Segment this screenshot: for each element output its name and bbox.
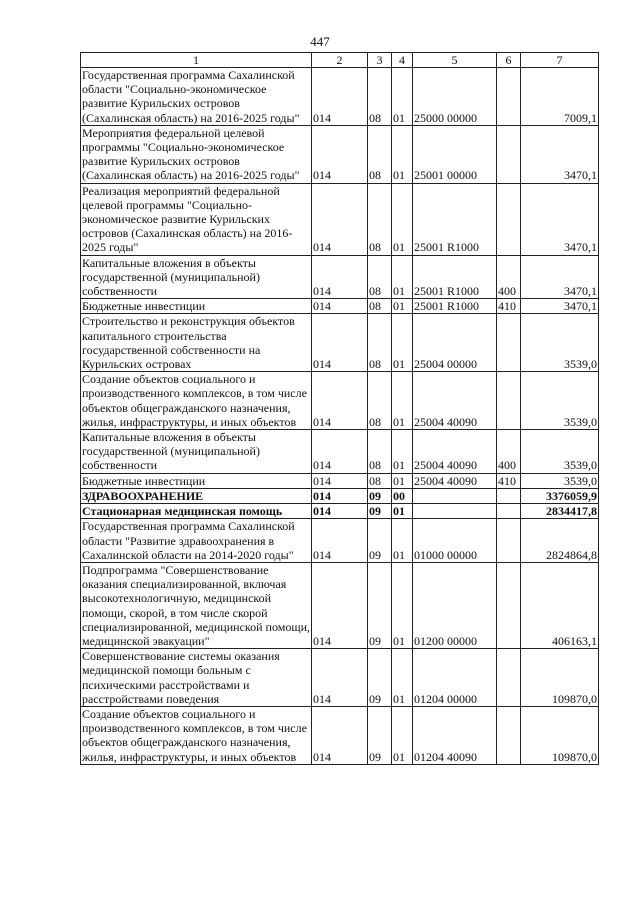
row-target-article: 25001 R1000 xyxy=(413,183,497,255)
row-admin-code: 014 xyxy=(312,473,368,488)
row-admin-code: 014 xyxy=(312,430,368,474)
row-section-code: 09 xyxy=(368,488,392,503)
table-row xyxy=(81,183,599,255)
table-row xyxy=(81,68,599,126)
row-name: Государственная программа Сахалинской области "Развитие здравоохранения в Сахалинской области на 2014-2020 годы" xyxy=(81,519,312,563)
row-subsection-code: 01 xyxy=(392,504,413,519)
row-target-article: 25001 00000 xyxy=(413,125,497,183)
row-name: ЗДРАВООХРАНЕНИЕ xyxy=(81,488,312,503)
row-subsection-code: 00 xyxy=(392,488,413,503)
row-admin-code: 014 xyxy=(312,519,368,563)
table-row xyxy=(81,649,599,707)
row-section-code: 08 xyxy=(368,255,392,299)
column-header: 5 xyxy=(413,53,497,68)
row-amount: 2834417,8 xyxy=(521,504,599,519)
row-target-article: 25001 R1000 xyxy=(413,299,497,314)
row-expense-type xyxy=(497,519,521,563)
table-row xyxy=(81,430,599,474)
row-admin-code: 014 xyxy=(312,299,368,314)
row-amount: 3470,1 xyxy=(521,125,599,183)
row-name: Подпрограмма "Совершенствование оказания специализированной, включая высокотехнологичную, медицинской помощи, скорой, в том числе скорой специализированной, медицинской помощи, медицинской эвакуации" xyxy=(82,562,310,648)
row-target-article xyxy=(413,504,497,519)
table-row xyxy=(81,504,599,519)
row-name: Государственная программа Сахалинской области "Социально-экономическое развитие Курильских островов (Сахалинская область) на 2016-2025 годы" xyxy=(81,68,312,126)
row-amount: 2824864,8 xyxy=(521,519,599,563)
row-name: Создание объектов социального и производственного комплексов, в том числе объектов общегражданского назначения, жилья, инфраструктуры, и иных объектов xyxy=(81,706,312,764)
row-name: Бюджетные инвестиции xyxy=(81,299,312,314)
column-header: 7 xyxy=(521,53,599,68)
row-expense-type: 400 xyxy=(497,255,521,299)
row-name: Стационарная медицинская помощь xyxy=(81,504,312,519)
row-subsection-code: 01 xyxy=(392,125,413,183)
column-header: 1 xyxy=(81,53,312,68)
row-name: Бюджетные инвестиции xyxy=(81,473,312,488)
row-amount: 7009,1 xyxy=(521,68,599,126)
table-row xyxy=(81,299,599,314)
row-target-article xyxy=(413,488,497,503)
row-admin-code: 014 xyxy=(312,314,368,372)
row-amount: 3539,0 xyxy=(521,372,599,430)
row-name: Капитальные вложения в объекты государственной (муниципальной) собственности xyxy=(81,430,312,474)
row-subsection-code: 01 xyxy=(392,649,413,707)
row-target-article: 25004 40090 xyxy=(413,473,497,488)
row-subsection-code: 01 xyxy=(392,183,413,255)
row-admin-code: 014 xyxy=(312,255,368,299)
row-section-code: 08 xyxy=(368,68,392,126)
table-row xyxy=(81,488,599,503)
table-row xyxy=(81,314,599,372)
row-section-code: 08 xyxy=(368,125,392,183)
row-subsection-code: 01 xyxy=(392,314,413,372)
row-amount: 109870,0 xyxy=(521,706,599,764)
row-subsection-code: 01 xyxy=(392,473,413,488)
row-expense-type xyxy=(497,706,521,764)
row-admin-code: 014 xyxy=(312,488,368,503)
row-amount: 3539,0 xyxy=(521,314,599,372)
row-section-code: 09 xyxy=(368,649,392,707)
header-row xyxy=(81,53,599,68)
row-subsection-code: 01 xyxy=(392,519,413,563)
budget-table xyxy=(80,52,599,765)
row-admin-code: 014 xyxy=(312,183,368,255)
row-amount: 3539,0 xyxy=(521,473,599,488)
row-section-code: 09 xyxy=(368,706,392,764)
row-section-code: 08 xyxy=(368,299,392,314)
row-expense-type xyxy=(497,183,521,255)
row-amount: 406163,1 xyxy=(521,562,599,648)
row-expense-type: 410 xyxy=(497,299,521,314)
row-subsection-code: 01 xyxy=(392,706,413,764)
table-row xyxy=(81,372,599,430)
table-row xyxy=(81,706,599,764)
row-admin-code: 014 xyxy=(312,562,368,648)
table-row xyxy=(81,473,599,488)
row-section-code: 08 xyxy=(368,314,392,372)
row-admin-code: 014 xyxy=(312,125,368,183)
column-header: 2 xyxy=(312,53,368,68)
row-target-article: 25004 40090 xyxy=(413,372,497,430)
row-expense-type xyxy=(497,562,521,648)
row-subsection-code: 01 xyxy=(392,562,413,648)
row-target-article: 25000 00000 xyxy=(413,68,497,126)
row-admin-code: 014 xyxy=(312,68,368,126)
row-amount: 3376059,9 xyxy=(521,488,599,503)
row-expense-type xyxy=(497,314,521,372)
row-expense-type xyxy=(497,372,521,430)
row-name: Реализация мероприятий федеральной целевой программы "Социально-экономическое развитие Курильских островов (Сахалинская область) на 2016-2025 годы" xyxy=(81,183,312,255)
row-target-article: 25004 40090 xyxy=(413,430,497,474)
row-subsection-code: 01 xyxy=(392,68,413,126)
row-section-code: 08 xyxy=(368,183,392,255)
row-amount: 109870,0 xyxy=(521,649,599,707)
row-section-code: 09 xyxy=(368,504,392,519)
row-name: Мероприятия федеральной целевой программы "Социально-экономическое развитие Курильских островов (Сахалинская область) на 2016-2025 годы" xyxy=(81,125,312,183)
row-admin-code: 014 xyxy=(312,706,368,764)
row-admin-code: 014 xyxy=(312,504,368,519)
row-target-article: 25004 00000 xyxy=(413,314,497,372)
row-admin-code: 014 xyxy=(312,649,368,707)
row-section-code: 08 xyxy=(368,372,392,430)
page-number: 447 xyxy=(310,34,330,49)
row-amount: 3470,1 xyxy=(521,183,599,255)
row-expense-type xyxy=(497,68,521,126)
row-subsection-code: 01 xyxy=(392,255,413,299)
row-subsection-code: 01 xyxy=(392,299,413,314)
column-header: 3 xyxy=(368,53,392,68)
row-amount: 3470,1 xyxy=(521,299,599,314)
row-target-article: 01200 00000 xyxy=(413,562,497,648)
table-row xyxy=(81,125,599,183)
row-subsection-code: 01 xyxy=(392,430,413,474)
row-name: Совершенствование системы оказания медицинской помощи больным с психическими расстройствами и расстройствами поведения xyxy=(81,649,312,707)
table-row xyxy=(81,255,599,299)
row-name: Создание объектов социального и производственного комплексов, в том числе объектов общегражданского назначения, жилья, инфраструктуры, и иных объектов xyxy=(81,372,312,430)
row-subsection-code: 01 xyxy=(392,372,413,430)
row-target-article: 25001 R1000 xyxy=(413,255,497,299)
row-expense-type: 400 xyxy=(497,430,521,474)
row-target-article: 01000 00000 xyxy=(413,519,497,563)
row-amount: 3470,1 xyxy=(521,255,599,299)
row-admin-code: 014 xyxy=(312,372,368,430)
row-name: Строительство и реконструкция объектов капитального строительства государственной собственности на Курильских островах xyxy=(81,314,312,372)
row-expense-type xyxy=(497,649,521,707)
row-section-code: 09 xyxy=(368,562,392,648)
row-expense-type xyxy=(497,125,521,183)
row-target-article: 01204 40090 xyxy=(413,706,497,764)
row-section-code: 09 xyxy=(368,519,392,563)
row-expense-type: 410 xyxy=(497,473,521,488)
row-amount: 3539,0 xyxy=(521,430,599,474)
row-section-code: 08 xyxy=(368,473,392,488)
table-row xyxy=(81,562,599,648)
column-header: 4 xyxy=(392,53,413,68)
column-header: 6 xyxy=(497,53,521,68)
row-expense-type xyxy=(497,488,521,503)
row-expense-type xyxy=(497,504,521,519)
row-name: Капитальные вложения в объекты государственной (муниципальной) собственности xyxy=(81,255,312,299)
row-section-code: 08 xyxy=(368,430,392,474)
table-row xyxy=(81,519,599,563)
row-target-article: 01204 00000 xyxy=(413,649,497,707)
